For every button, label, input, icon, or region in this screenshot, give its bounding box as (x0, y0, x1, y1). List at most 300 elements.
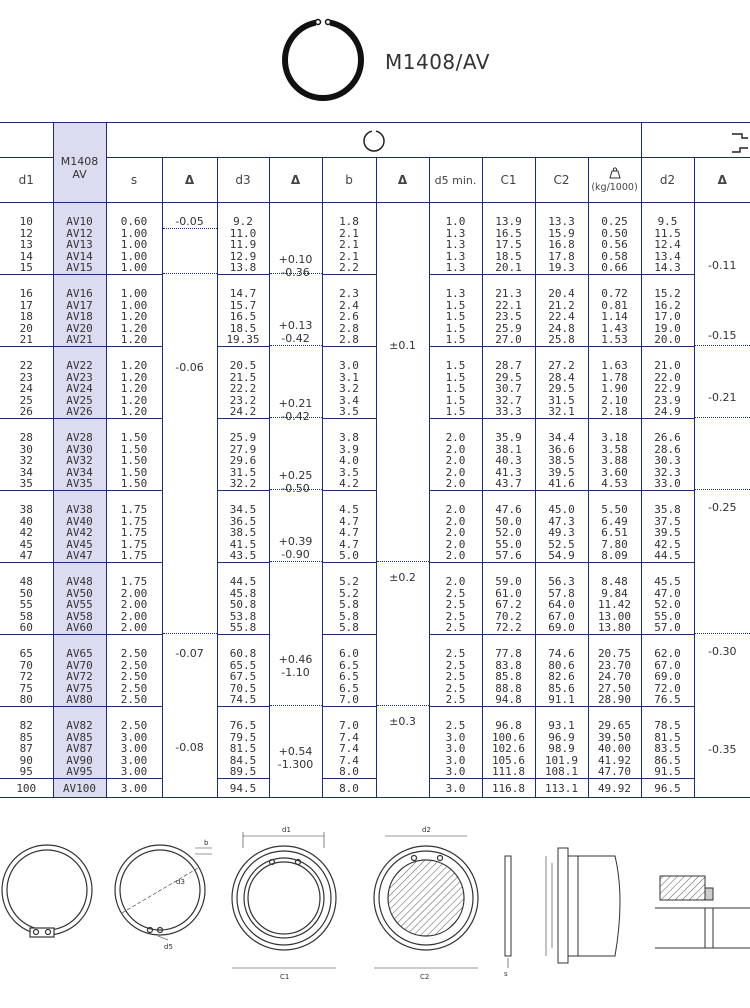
d2-tolerance: -0.30 (708, 644, 737, 658)
col-weight: (kg/1000) (588, 158, 641, 203)
d3-tolerance-lower: -0.90 (281, 547, 310, 561)
cell-d3 (217, 203, 269, 275)
cell-s (106, 491, 162, 563)
cell-c1 (482, 707, 535, 779)
value-stack: AV16 AV17 AV18 AV20 AV21 (66, 287, 93, 346)
cell-s-tol (162, 203, 217, 275)
cell-d1: 100 (0, 779, 53, 798)
table-row-group (0, 635, 750, 707)
groove-ring-header (106, 123, 641, 158)
value-stack: 1.75 1.75 1.75 1.75 1.75 (120, 503, 148, 562)
col-b-tol: Δ (376, 158, 429, 203)
shaft-groove-section (546, 848, 620, 963)
cell-d3 (217, 419, 269, 491)
value-stack: 34.4 36.6 38.5 39.5 41.6 (548, 431, 575, 490)
cell-c2 (535, 491, 588, 563)
cell-c1 (482, 491, 535, 563)
cell-b-tol (376, 707, 429, 779)
value-stack: 35.9 38.1 40.3 41.3 43.7 (495, 431, 522, 490)
cell-d5 (429, 347, 482, 419)
cell-d1 (0, 419, 53, 491)
value-stack: 74.6 80.6 82.6 85.6 91.1 (548, 647, 575, 706)
value-stack: AV10 AV12 AV13 AV14 AV15 (66, 215, 93, 274)
cell-d2 (641, 203, 694, 275)
value-stack: AV48 AV50 AV55 AV58 AV60 (66, 575, 93, 634)
spec-table (0, 122, 750, 798)
label-c2: C2 (420, 973, 430, 981)
col-d2-tol: Δ (694, 158, 750, 203)
cell-s-tol (162, 419, 217, 491)
column-header-row (0, 158, 750, 203)
table-row-group (0, 275, 750, 347)
value-stack: AV22 AV23 AV24 AV25 AV26 (66, 359, 93, 418)
cell-b-tol (376, 419, 429, 491)
value-stack: 35.8 37.5 39.5 42.5 44.5 (654, 503, 681, 562)
value-stack: 62.0 67.0 69.0 72.0 76.5 (654, 647, 681, 706)
cell-d1 (0, 203, 53, 275)
cell-av (53, 707, 106, 779)
table-row-group (0, 707, 750, 779)
cell-s (106, 563, 162, 635)
cell-d1 (0, 707, 53, 779)
d3-tolerance (270, 653, 322, 679)
value-stack: 1.0 1.3 1.3 1.3 1.3 (445, 215, 466, 274)
tolerance-separator (270, 417, 322, 418)
value-stack: 9.2 11.0 11.9 12.9 13.8 (229, 215, 257, 274)
cell-d1 (0, 563, 53, 635)
value-stack: 14.7 15.7 16.5 18.5 19.35 (226, 287, 260, 346)
cell-c1 (482, 563, 535, 635)
cell-weight (588, 635, 641, 707)
cell-weight (588, 419, 641, 491)
label-d2: d2 (422, 826, 431, 834)
cell-d3-tol (269, 779, 322, 798)
cell-b-tol (376, 635, 429, 707)
cell-d3 (217, 491, 269, 563)
cell-d3 (217, 275, 269, 347)
cell-d2-tol (694, 419, 750, 491)
value-stack: AV65 AV70 AV72 AV75 AV80 (66, 647, 93, 706)
d2-tolerance: -0.15 (708, 328, 737, 342)
cell-c2 (535, 275, 588, 347)
cell-d5 (429, 491, 482, 563)
groove-profile-icon (730, 126, 750, 154)
cell-c1 (482, 419, 535, 491)
value-stack: AV82 AV85 AV87 AV90 AV95 (66, 719, 93, 778)
d3-tolerance-lower: -0.50 (281, 481, 310, 495)
value-stack: AV38 AV40 AV42 AV45 AV47 (66, 503, 93, 562)
b-tolerance: ±0.3 (389, 714, 416, 728)
cell-d5 (429, 419, 482, 491)
cell-c1 (482, 347, 535, 419)
col-d1: d1 (0, 158, 53, 203)
ring-front-view-2 (115, 845, 212, 940)
value-stack: 2.0 2.5 2.5 2.5 2.5 (445, 575, 466, 634)
col-s: s (106, 158, 162, 203)
cell-d5 (429, 275, 482, 347)
label-c1: C1 (280, 973, 290, 981)
tolerance-separator (163, 633, 217, 634)
cell-d1 (0, 491, 53, 563)
cell-d2 (641, 419, 694, 491)
cell-av (53, 419, 106, 491)
cell-d5 (429, 635, 482, 707)
value-stack: 59.0 61.0 67.2 70.2 72.2 (495, 575, 522, 634)
ring-on-shaft-view (374, 836, 478, 968)
s-tolerance: -0.07 (175, 646, 204, 660)
value-stack: 0.72 0.81 1.14 1.43 1.53 (601, 287, 628, 346)
value-stack: 96.8 100.6 102.6 105.6 111.8 (491, 719, 526, 778)
value-stack: 45.0 47.3 49.3 52.5 54.9 (548, 503, 575, 562)
col-d5: d5 min. (429, 158, 482, 203)
value-stack: 60.8 65.5 67.5 70.5 74.5 (229, 647, 257, 706)
cell-d3 (217, 635, 269, 707)
cell-c1: 116.8 (482, 779, 535, 798)
cell-s (106, 203, 162, 275)
value-stack: 4.5 4.7 4.7 4.7 5.0 (339, 503, 359, 562)
value-stack: 20.75 23.70 24.70 27.50 28.90 (597, 647, 632, 706)
series-header (53, 123, 106, 203)
cell-d3 (217, 347, 269, 419)
cell-c2 (535, 635, 588, 707)
value-stack: AV28 AV30 AV32 AV34 AV35 (66, 431, 93, 490)
cell-d1 (0, 347, 53, 419)
cell-c1 (482, 203, 535, 275)
cell-d3-tol (269, 203, 322, 279)
tolerance-separator (377, 561, 429, 562)
table-row-group (0, 203, 750, 275)
d3-tolerance-upper: +0.54 (278, 744, 313, 758)
value-stack: 2.0 2.0 2.0 2.0 2.0 (445, 503, 466, 562)
d3-tolerance-upper: +0.21 (278, 396, 313, 410)
value-stack: 2.5 3.0 3.0 3.0 3.0 (445, 719, 466, 778)
cell-b: 8.0 (322, 779, 376, 798)
cell-d3: 94.5 (217, 779, 269, 798)
cell-weight (588, 203, 641, 275)
d3-tolerance-lower: -0.36 (281, 266, 310, 279)
cell-av (53, 563, 106, 635)
table-row-group (0, 491, 750, 563)
cell-s (106, 707, 162, 779)
cell-b (322, 707, 376, 779)
tolerance-separator (377, 705, 429, 706)
cell-d2 (641, 707, 694, 779)
cell-d2 (641, 275, 694, 347)
s-tolerance: -0.06 (175, 360, 204, 374)
groove-detail-section (655, 876, 750, 948)
cell-weight (588, 347, 641, 419)
cell-d3-tol (269, 491, 322, 563)
small-ring-icon (362, 125, 386, 153)
cell-b-tol (376, 563, 429, 635)
d2-tolerance: -0.11 (708, 259, 737, 272)
value-stack: 3.18 3.58 3.88 3.60 4.53 (601, 431, 628, 490)
value-stack: 93.1 96.9 98.9 101.9 108.1 (544, 719, 579, 778)
d3-tolerance-lower: -1.10 (281, 665, 310, 679)
cell-b (322, 491, 376, 563)
ring-in-housing-view (232, 832, 336, 968)
cell-s (106, 347, 162, 419)
cell-c1 (482, 635, 535, 707)
d3-tolerance (270, 535, 322, 561)
cell-d2-tol (694, 203, 750, 275)
b-tolerance: ±0.2 (389, 570, 416, 584)
cell-s-tol (162, 563, 217, 635)
label-d3: d3 (176, 878, 185, 886)
value-stack: 6.0 6.5 6.5 6.5 7.0 (339, 647, 359, 706)
value-stack: 76.5 79.5 81.5 84.5 89.5 (229, 719, 257, 778)
cell-weight (588, 491, 641, 563)
cell-d2-tol (694, 491, 750, 563)
tolerance-separator (270, 489, 322, 490)
value-stack: 20.5 21.5 22.2 23.2 24.2 (229, 359, 257, 418)
cell-c2 (535, 347, 588, 419)
cell-d5 (429, 707, 482, 779)
d3-tolerance-lower: -1.300 (277, 757, 314, 771)
col-c2: C2 (535, 158, 588, 203)
value-stack: 20.4 21.2 22.4 24.8 25.8 (548, 287, 575, 346)
cell-d3-tol (269, 635, 322, 707)
col-d3: d3 (217, 158, 269, 203)
tolerance-separator (695, 633, 750, 634)
cell-c2 (535, 419, 588, 491)
cell-d3 (217, 563, 269, 635)
value-stack: 7.0 7.4 7.4 7.4 8.0 (339, 719, 359, 778)
d3-tolerance (270, 319, 322, 345)
cell-c1 (482, 275, 535, 347)
value-stack: 28.7 29.5 30.7 32.7 33.3 (495, 359, 522, 418)
value-stack: 1.8 2.1 2.1 2.1 2.2 (339, 215, 359, 274)
table-row-last (0, 779, 750, 798)
value-stack: 16 17 18 20 21 (19, 287, 33, 346)
value-stack: 1.00 1.00 1.20 1.20 1.20 (120, 287, 148, 346)
cell-b (322, 635, 376, 707)
cell-d2-tol (694, 707, 750, 779)
label-d1: d1 (282, 826, 291, 834)
value-stack: 1.5 1.5 1.5 1.5 1.5 (445, 359, 466, 418)
series-header-bottom: AV (72, 167, 87, 181)
cell-weight: 49.92 (588, 779, 641, 798)
col-c1: C1 (482, 158, 535, 203)
d2-tolerance: -0.21 (708, 390, 737, 404)
cell-d1 (0, 635, 53, 707)
header-icon-row (0, 123, 750, 158)
cell-d2 (641, 347, 694, 419)
value-stack: 1.20 1.20 1.20 1.20 1.20 (120, 359, 148, 418)
b-tolerance: ±0.1 (389, 338, 416, 352)
value-stack: 25.9 27.9 29.6 31.5 32.2 (229, 431, 257, 490)
value-stack: 34.5 36.5 38.5 41.5 43.5 (229, 503, 257, 562)
value-stack: 5.50 6.49 6.51 7.80 8.09 (601, 503, 628, 562)
value-stack: 38 40 42 45 47 (19, 503, 33, 562)
cell-s-tol (162, 635, 217, 707)
cell-av (53, 635, 106, 707)
value-stack: 3.0 3.1 3.2 3.4 3.5 (339, 359, 359, 418)
cell-s-tol (162, 347, 217, 419)
cell-b-tol (376, 203, 429, 275)
value-stack: 78.5 81.5 83.5 86.5 91.5 (654, 719, 681, 778)
value-stack: 45.5 47.0 52.0 55.0 57.0 (654, 575, 681, 634)
cell-s (106, 419, 162, 491)
cell-b (322, 347, 376, 419)
value-stack: 13.3 15.9 16.8 17.8 19.3 (548, 215, 575, 274)
cell-c2 (535, 707, 588, 779)
cell-weight (588, 275, 641, 347)
d3-tolerance-lower: -0.42 (281, 409, 310, 423)
value-stack: 29.65 39.50 40.00 41.92 47.70 (597, 719, 632, 778)
d3-tolerance-upper: +0.25 (278, 468, 313, 482)
value-stack: 2.0 2.0 2.0 2.0 2.0 (445, 431, 466, 490)
cell-b (322, 275, 376, 347)
d3-tolerance (270, 745, 322, 771)
circlip-ring-icon (278, 10, 368, 110)
value-stack: 2.3 2.4 2.6 2.8 2.8 (339, 287, 359, 346)
cell-d2-tol (694, 779, 750, 798)
col-d2: d2 (641, 158, 694, 203)
cell-d3-tol (269, 347, 322, 423)
value-stack: 13.9 16.5 17.5 18.5 20.1 (495, 215, 522, 274)
value-stack: 27.2 28.4 29.5 31.5 32.1 (548, 359, 575, 418)
label-d5: d5 (164, 943, 173, 951)
header (0, 0, 750, 122)
cell-d2-tol (694, 275, 750, 347)
value-stack: 2.50 3.00 3.00 3.00 3.00 (120, 719, 148, 778)
table-row-group (0, 563, 750, 635)
value-stack: 82 85 87 90 95 (19, 719, 33, 778)
col-d3-tol: Δ (269, 158, 322, 203)
cell-b (322, 563, 376, 635)
cell-d3-tol (269, 275, 322, 347)
value-stack: 22 23 24 25 26 (19, 359, 33, 418)
cell-b-tol (376, 779, 429, 798)
cell-b-tol (376, 338, 429, 419)
technical-diagrams (0, 818, 750, 1008)
cell-c2 (535, 203, 588, 275)
cell-d1 (0, 275, 53, 347)
value-stack: 15.2 16.2 17.0 19.0 20.0 (654, 287, 681, 346)
cell-s: 3.00 (106, 779, 162, 798)
value-stack: 56.3 57.8 64.0 67.0 69.0 (548, 575, 575, 634)
d2-tolerance: -0.35 (708, 742, 737, 756)
cell-d2 (641, 635, 694, 707)
groove-header (641, 123, 750, 158)
d2-tolerance: -0.25 (708, 500, 737, 514)
value-stack: 1.75 2.00 2.00 2.00 2.00 (120, 575, 148, 634)
cell-c2 (535, 563, 588, 635)
cell-s-tol (162, 491, 217, 563)
d3-tolerance-upper: +0.46 (278, 652, 313, 666)
table-row-group (0, 347, 750, 419)
value-stack: 0.25 0.50 0.56 0.58 0.66 (601, 215, 628, 274)
cell-c2: 113.1 (535, 779, 588, 798)
tolerance-separator (270, 345, 322, 346)
cell-d3 (217, 707, 269, 779)
cell-d2 (641, 491, 694, 563)
cell-av (53, 275, 106, 347)
table-body (0, 203, 750, 779)
col-s-tol: Δ (162, 158, 217, 203)
label-b: b (204, 839, 209, 847)
label-s: s (504, 970, 508, 978)
value-stack: 2.50 2.50 2.50 2.50 2.50 (120, 647, 148, 706)
cell-av (53, 491, 106, 563)
cell-d2: 96.5 (641, 779, 694, 798)
value-stack: 21.3 22.1 23.5 25.9 27.0 (495, 287, 522, 346)
cell-b (322, 203, 376, 275)
cell-d2-tol (694, 563, 750, 635)
value-stack: 5.2 5.2 5.8 5.8 5.8 (339, 575, 359, 634)
weight-icon (608, 167, 622, 179)
value-stack: 48 50 55 58 60 (19, 575, 33, 634)
cell-av: AV100 (53, 779, 106, 798)
cell-weight (588, 563, 641, 635)
cell-b-tol (376, 275, 429, 347)
value-stack: 47.6 50.0 52.0 55.0 57.6 (495, 503, 522, 562)
value-stack: 1.50 1.50 1.50 1.50 1.50 (120, 431, 148, 490)
value-stack: 0.60 1.00 1.00 1.00 1.00 (120, 215, 148, 274)
value-stack: 8.48 9.84 11.42 13.00 13.80 (597, 575, 632, 634)
tolerance-separator (270, 561, 322, 562)
cell-weight (588, 707, 641, 779)
cell-s-tol (162, 707, 217, 779)
cell-d5 (429, 203, 482, 275)
value-stack: 2.5 2.5 2.5 2.5 2.5 (445, 647, 466, 706)
cell-b-tol (376, 491, 429, 563)
value-stack: 1.3 1.5 1.5 1.5 1.5 (445, 287, 466, 346)
value-stack: 44.5 45.8 50.8 53.8 55.8 (229, 575, 257, 634)
d3-tolerance-upper: +0.10 (278, 253, 313, 266)
spec-table-container (0, 122, 750, 810)
s-tolerance: -0.05 (163, 215, 217, 229)
cell-s (106, 635, 162, 707)
tolerance-separator (270, 705, 322, 706)
value-stack: 21.0 22.0 22.9 23.9 24.9 (654, 359, 681, 418)
value-stack: 26.6 28.6 30.3 32.3 33.0 (654, 431, 681, 490)
d3-tolerance-upper: +0.13 (278, 318, 313, 332)
d3-tolerance-lower: -0.42 (281, 331, 310, 345)
cell-d3-tol (269, 707, 322, 779)
cell-d2-tol (694, 347, 750, 419)
tolerance-separator (695, 417, 750, 418)
tolerance-separator (695, 489, 750, 490)
tolerance-separator (695, 345, 750, 346)
d3-tolerance-upper: +0.39 (278, 534, 313, 548)
cell-b (322, 419, 376, 491)
series-header-top: M1408 (60, 154, 99, 168)
ring-front-view-1 (2, 845, 92, 937)
cell-d3-tol (269, 563, 322, 635)
s-tolerance: -0.08 (175, 740, 204, 754)
value-stack: 9.5 11.5 12.4 13.4 14.3 (654, 215, 681, 274)
value-stack: 77.8 83.8 85.8 88.8 94.8 (495, 647, 522, 706)
cell-av (53, 347, 106, 419)
col-b: b (322, 158, 376, 203)
cell-d2-tol (694, 635, 750, 707)
value-stack: 28 30 32 34 35 (19, 431, 33, 490)
cell-d3-tol (269, 419, 322, 495)
value-stack: 1.63 1.78 1.90 2.10 2.18 (601, 359, 628, 418)
cell-av (53, 203, 106, 275)
page-title: M1408/AV (385, 50, 490, 74)
table-row-group (0, 419, 750, 491)
cell-d5: 3.0 (429, 779, 482, 798)
value-stack: 3.8 3.9 4.0 3.5 4.2 (339, 431, 359, 490)
cell-s (106, 275, 162, 347)
cell-d5 (429, 563, 482, 635)
ring-side-section (505, 856, 511, 968)
cell-d2 (641, 563, 694, 635)
cell-s-tol (162, 779, 217, 798)
